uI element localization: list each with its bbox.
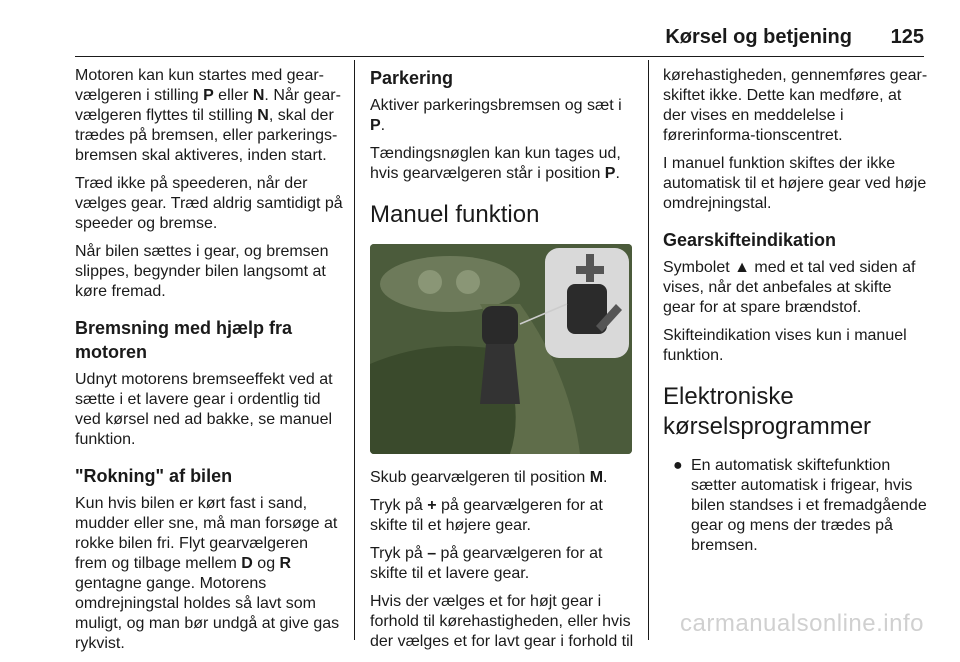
page-header (75, 26, 924, 57)
column-divider (354, 60, 355, 640)
heading-parking: Parkering (370, 68, 454, 88)
paragraph: Når bilen sættes i gear, og bremsen slippes, begynder bilen langsomt at køre fremad. (75, 243, 329, 300)
column-right (663, 66, 928, 564)
column-left (75, 66, 343, 662)
paragraph: Aktiver parkeringsbremsen og sæt i P. (370, 97, 622, 134)
paragraph: Træd ikke på speederen, når der vælges gear. Træd aldrig samtidigt på speeder og bremse. (75, 175, 343, 232)
paragraph: Kun hvis bilen er kørt fast i sand, mudder eller sne, må man forsøge at rokke bilen fri. Flyt gearvælgeren frem og tilbage mellem D og R gentagne gange. Motorens omdrejningstal holdes så lavt som muligt, og man bør undgå at give gas rykvist. (75, 495, 340, 652)
bullet-icon: ● (673, 457, 683, 474)
watermark: carmanualsonline.info (680, 610, 924, 637)
paragraph: Tryk på + på gearvælgeren for at skifte til et højere gear. (370, 497, 603, 534)
column-divider (648, 60, 649, 640)
plus-icon: + (427, 497, 437, 514)
heading-shift-indicator: Gearskifteindikation (663, 230, 837, 250)
paragraph: Symbolet ▲ med et tal ved siden af vises, når det anbefales at skifte gear for at spare brændstof. (663, 259, 916, 316)
gear-lever-icon (370, 244, 632, 454)
heading-rocking: "Rokning" af bilen (75, 466, 233, 486)
triangle-up-icon: ▲ (734, 259, 750, 276)
section-title: Kørsel og betjening (665, 26, 852, 48)
heading-programs: Elektroniske kørselsprogrammer (663, 383, 872, 440)
paragraph: Tændingsnøglen kan kun tages ud, hvis gearvælgeren står i position P. (370, 145, 621, 182)
heading-braking: Bremsning med hjælp fra motoren (75, 318, 293, 362)
paragraph: I manuel funktion skiftes der ikke automatisk til et højere gear ved høje omdrejningstal. (663, 155, 927, 212)
gear-selector-illustration (370, 244, 632, 454)
list-item: ● En automatisk skiftefunktion sætter automatisk i frigear, hvis bilen standses i et fremadgående gear og mens der trædes på bremsen. (673, 457, 927, 554)
paragraph: Udnyt motorens bremseeffekt ved at sætte i et lavere gear i ordentlig tid ved kørsel ned ad bakke, se manuel funktion. (75, 371, 333, 448)
paragraph: Skifteindikation vises kun i manuel funktion. (663, 327, 907, 364)
paragraph: Tryk på – på gearvælgeren for at skifte til et lavere gear. (370, 545, 603, 582)
paragraph: kørehastigheden, gennemføres gear-skiftet ikke. Dette kan medføre, at der vises en meddelelse i førerinforma-tionscentret. (663, 67, 928, 144)
page-number: 125 (890, 26, 924, 48)
minus-icon: – (427, 545, 437, 562)
column-middle (370, 66, 635, 660)
paragraph: Hvis der vælges et for højt gear i forhold til kørehastigheden, eller hvis der vælges et for lavt gear i forhold til (370, 593, 634, 650)
paragraph: Motoren kan kun startes med gear-vælgeren i stilling P eller N. Når gear-vælgeren flyttes til stilling N, skal der trædes på bremsen, eller parkerings-bremsen skal aktiveres, inden start. (75, 67, 341, 164)
paragraph: Skub gearvælgeren til position M. (370, 469, 608, 486)
heading-manual: Manuel funktion (370, 201, 540, 228)
